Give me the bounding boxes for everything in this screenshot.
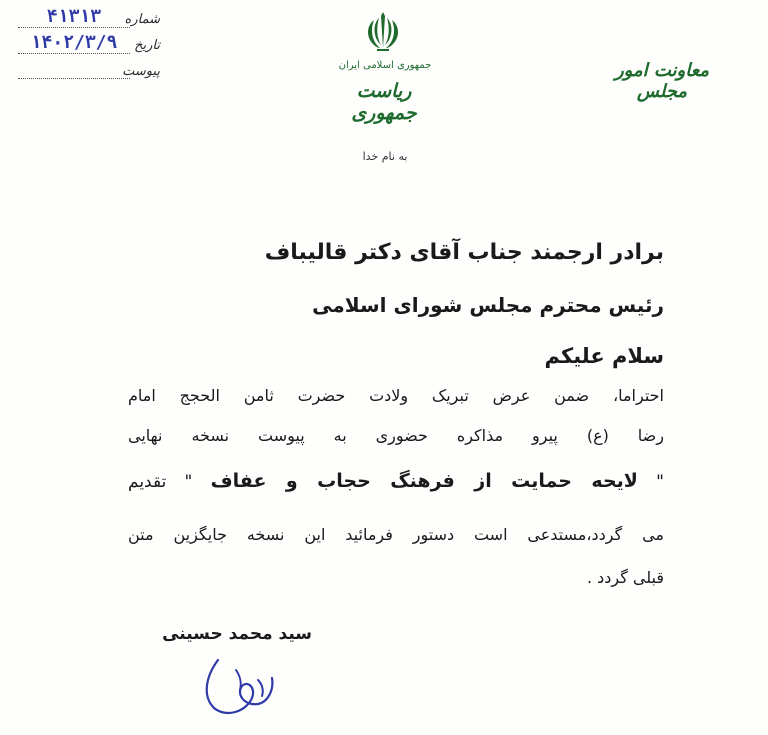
signer-name: سید محمد حسینی	[162, 624, 312, 644]
basmala: به نام خدا	[362, 150, 408, 163]
addressee-title: رئیس محترم مجلس شورای اسلامی	[312, 293, 664, 317]
letter-meta	[10, 8, 160, 86]
letter-number: ۴۱۳۱۳	[18, 6, 130, 28]
issuer-country: جمهوری اسلامی ایران	[338, 60, 432, 71]
addressee-name: برادر ارجمند جناب آقای دکتر قالیباف	[264, 240, 664, 265]
date-row	[10, 34, 160, 60]
quote-open: "	[656, 472, 664, 492]
letter-date: ۱۴۰۲/۳/۹	[18, 32, 130, 54]
date-label: تاریخ	[134, 38, 160, 53]
attachment-label: پیوست	[122, 64, 160, 79]
handwritten-signature	[196, 650, 286, 722]
body-line-3	[128, 470, 664, 492]
issuer-presidency: ریاست جمهوری	[351, 80, 417, 124]
quote-close-submit: " تقدیم	[128, 472, 193, 492]
body-line-5: قبلی گردد .	[586, 568, 664, 587]
iran-emblem-icon	[360, 8, 406, 54]
attachment-value	[18, 58, 130, 79]
bill-title: لایحه حمایت از فرهنگ حجاب و عفاف	[210, 470, 638, 492]
office-name: معاونت امور مجلس	[614, 60, 710, 102]
number-row	[10, 8, 160, 34]
attachment-row	[10, 60, 160, 86]
body-line-2: رضا (ع) پیرو مذاکره حضوری به پیوست نسخه نهایی	[128, 426, 664, 445]
body-line-1: احتراما، ضمن عرض تبریک ولادت حضرت ثامن الحجج امام	[128, 386, 664, 405]
number-label: شماره	[124, 12, 160, 27]
greeting: سلام علیکم	[544, 344, 664, 368]
body-line-4: می گردد،مستدعی است دستور فرمائید این نسخه جایگزین متن	[128, 525, 664, 544]
